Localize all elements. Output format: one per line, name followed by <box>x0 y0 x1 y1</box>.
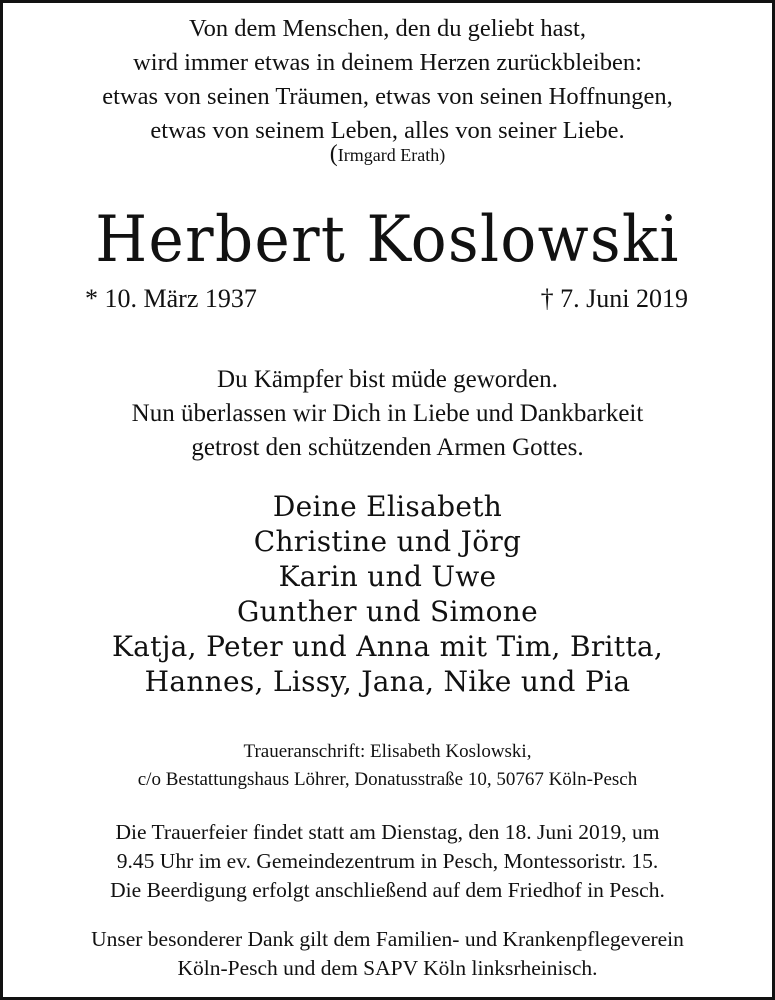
mourner-line: Hannes, Lissy, Jana, Nike und Pia <box>144 665 631 698</box>
funeral-service-info <box>0 818 775 905</box>
thanks-line: Köln-Pesch und dem SAPV Köln linksrheinisch. <box>177 956 598 980</box>
thanks-line: Unser besonderer Dank gilt dem Familien- und Krankenpflegeverein <box>91 927 684 951</box>
service-line: 9.45 Uhr im ev. Gemeindezentrum in Pesch, Montessoristr. 15. <box>116 849 659 873</box>
death-date: † 7. Juni 2019 <box>540 284 688 313</box>
quote-line: etwas von seinem Leben, alles von seiner Liebe. <box>150 117 625 144</box>
mourners-list <box>0 489 775 699</box>
address-line: c/o Bestattungshaus Löhrer, Donatusstraße 10, 50767 Köln-Pesch <box>137 769 638 790</box>
service-line: Die Trauerfeier findet statt am Dienstag, den 18. Juni 2019, um <box>115 820 660 844</box>
mourner-line: Christine und Jörg <box>253 525 522 558</box>
mourner-line: Karin und Uwe <box>278 560 497 593</box>
quote-line: etwas von seinen Träumen, etwas von seinen Hoffnungen, <box>102 83 673 110</box>
deceased-name: Herbert Koslowski <box>95 203 680 277</box>
verse-line: getrost den schützenden Armen Gottes. <box>191 434 584 461</box>
quote-author-name: Irmgard Erath <box>337 145 440 165</box>
quote-author: (Irmgard Erath) <box>329 141 446 167</box>
quote-line: Von dem Menschen, den du geliebt hast, <box>189 15 586 42</box>
quote-line: wird immer etwas in deinem Herzen zurückbleiben: <box>133 49 642 76</box>
mourner-line: Deine Elisabeth <box>272 490 503 523</box>
mourner-line: Katja, Peter und Anna mit Tim, Britta, <box>111 630 664 663</box>
memorial-quote <box>0 12 775 148</box>
birth-date: * 10. März 1937 <box>85 284 257 313</box>
mourner-line: Gunther und Simone <box>236 595 538 628</box>
service-line: Die Beerdigung erfolgt anschließend auf dem Friedhof in Pesch. <box>110 878 665 902</box>
verse-line: Nun überlassen wir Dich in Liebe und Dankbarkeit <box>131 400 644 427</box>
acknowledgement <box>0 925 775 983</box>
mourning-address <box>0 738 775 794</box>
verse-line: Du Kämpfer bist müde geworden. <box>217 366 558 393</box>
address-line: Traueranschrift: Elisabeth Koslowski, <box>243 741 532 762</box>
farewell-verse <box>0 363 775 465</box>
